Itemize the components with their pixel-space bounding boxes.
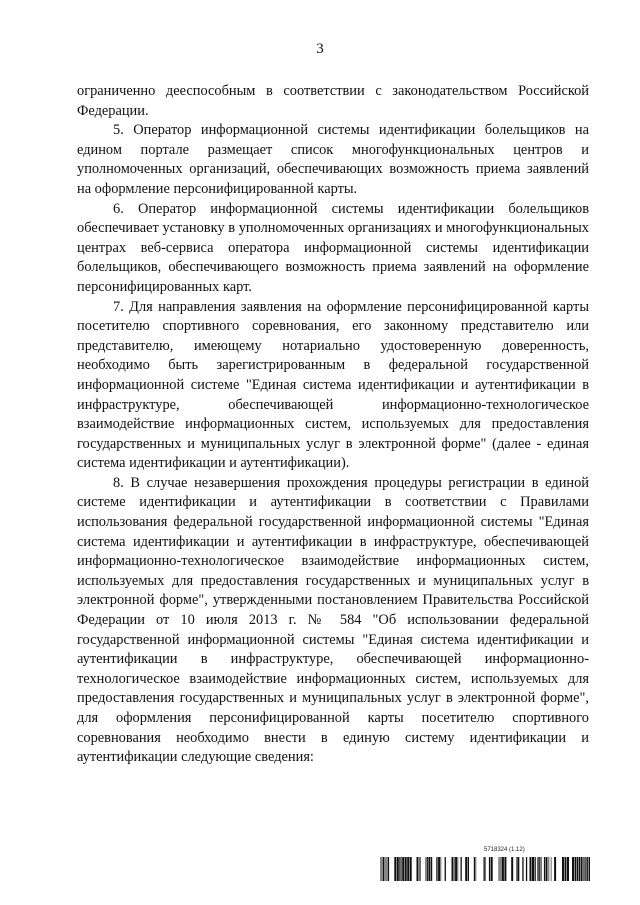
barcode-image xyxy=(378,857,590,881)
paragraph-7: 7. Для направления заявления на оформление персонифицированной карты посетителю спортивного соревнования, его законному представителю или представителю, имеющему нотариально удостоверенную доверенность, необходимо быть зарегистрированным в федеральной государственной информационной системе "Единая система идентификации и аутентификации в инфраструктуре, обеспечивающей информационно-технологическое взаимодействие информационных систем, используемых для предоставления государственных и муниципальных услуг в электронной форме" (далее - единая система идентификации и аутентификации). xyxy=(77,298,589,472)
paragraph-8: 8. В случае незавершения прохождения процедуры регистрации в единой системе идентификации и аутентификации в соответствии с Правилами использования федеральной государственной информационной системы "Единая система идентификации и аутентификации в инфраструктуре, обеспечивающей информационно-технологическое взаимодействие информационных систем, используемых для предоставления государственных и муниципальных услуг в электронной форме", утвержденными постановлением Правительства Российской Федерации от 10 июля 2013 г. № 584 "Об использовании федеральной государственной информационной системы "Единая система идентификации и аутентификации в инфраструктуре, обеспечивающей информационно-технологическое взаимодействие информационных систем, используемых для предоставления государственных и муниципальных услуг в электронной форме", для оформления персонифицированной карты посетителю спортивного соревнования необходимо внести в единую систему идентификации и аутентификации следующие сведения: xyxy=(77,474,589,766)
paragraph-6: 6. Оператор информационной системы идентификации болельщиков обеспечивает установку в уполномоченных организациях и многофункциональных центрах веб-сервиса оператора информационной системы идентификации болельщиков, обеспечивающего возможность приема заявлений на оформление персонифицированных карт. xyxy=(77,200,589,295)
paragraph-continuation: ограниченно дееспособным в соответствии с законодательством Российской Федерации. xyxy=(77,83,589,119)
document-body xyxy=(77,82,589,768)
paragraph-5: 5. Оператор информационной системы идентификации болельщиков на едином портале размещает список многофункциональных центров и уполномоченных организаций, обеспечивающих возможность приема заявлений на оформление персонифицированной карты. xyxy=(77,122,589,197)
page-number: 3 xyxy=(316,41,324,57)
document-code: 5718324 (1.12) xyxy=(484,847,525,853)
